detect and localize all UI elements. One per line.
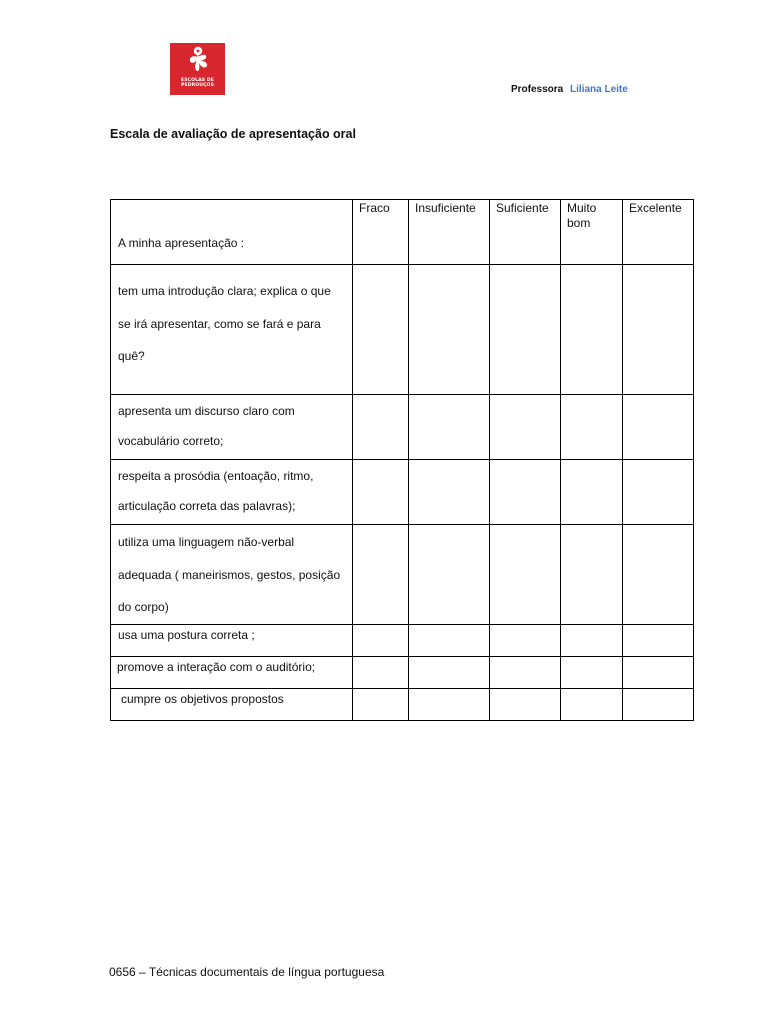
criterion-introduction: tem uma introdução clara; explica o que se irá apresentar, como se fará e para quê? (111, 265, 353, 395)
rating-cell[interactable] (490, 460, 561, 525)
rating-cell[interactable] (353, 624, 409, 656)
rating-cell[interactable] (561, 656, 623, 688)
rating-cell[interactable] (490, 624, 561, 656)
rating-cell[interactable] (561, 624, 623, 656)
column-header-excelente: Excelente (623, 200, 694, 265)
table-row (111, 688, 694, 720)
rating-cell[interactable] (490, 656, 561, 688)
professor-label: Professora (511, 84, 564, 95)
rating-cell[interactable] (353, 460, 409, 525)
table-row (111, 624, 694, 656)
rating-cell[interactable] (623, 688, 694, 720)
logo-line-2: PEDROUÇOS (181, 83, 214, 88)
rating-cell[interactable] (353, 525, 409, 625)
column-header-fraco: Fraco (353, 200, 409, 265)
rating-cell[interactable] (623, 265, 694, 395)
page-footer: 0656 – Técnicas documentais de língua portuguesa (109, 965, 385, 979)
flower-icon (185, 46, 211, 77)
rating-cell[interactable] (409, 688, 490, 720)
rating-cell[interactable] (409, 656, 490, 688)
rating-cell[interactable] (409, 525, 490, 625)
rating-cell[interactable] (561, 265, 623, 395)
school-logo (170, 43, 225, 95)
rating-cell[interactable] (353, 395, 409, 460)
table-row (111, 460, 694, 525)
rating-cell[interactable] (353, 265, 409, 395)
rating-cell[interactable] (353, 656, 409, 688)
rating-cell[interactable] (409, 265, 490, 395)
table-row (111, 656, 694, 688)
rating-cell[interactable] (623, 624, 694, 656)
rating-cell[interactable] (623, 656, 694, 688)
table-row (111, 395, 694, 460)
evaluation-table (110, 199, 694, 721)
rating-cell[interactable] (490, 265, 561, 395)
rating-cell[interactable] (561, 688, 623, 720)
rating-cell[interactable] (623, 395, 694, 460)
table-header-row (111, 200, 694, 265)
logo-line-1: ESCOLAS DE (180, 78, 215, 83)
rating-cell[interactable] (623, 460, 694, 525)
criteria-header: A minha apresentação : (111, 200, 353, 265)
column-header-suficiente: Suficiente (490, 200, 561, 265)
rating-cell[interactable] (353, 688, 409, 720)
criterion-interaction: promove a interação com o auditório; (111, 656, 353, 688)
professor-line (511, 84, 628, 95)
document-title: Escala de avaliação de apresentação oral (110, 127, 356, 141)
rating-cell[interactable] (409, 460, 490, 525)
column-header-muito-bom: Muito bom (561, 200, 623, 265)
column-header-insuficiente: Insuficiente (409, 200, 490, 265)
rating-cell[interactable] (561, 525, 623, 625)
criterion-nonverbal: utiliza uma linguagem não-verbal adequada ( maneirismos, gestos, posição do corpo) (111, 525, 353, 625)
criterion-posture: usa uma postura correta ; (111, 624, 353, 656)
rating-cell[interactable] (409, 395, 490, 460)
criterion-discourse: apresenta um discurso claro com vocabulário correto; (111, 395, 353, 460)
rating-cell[interactable] (490, 688, 561, 720)
rating-cell[interactable] (561, 460, 623, 525)
table-row (111, 265, 694, 395)
rating-cell[interactable] (490, 525, 561, 625)
rating-cell[interactable] (409, 624, 490, 656)
rating-cell[interactable] (623, 525, 694, 625)
professor-name: Liliana Leite (570, 84, 628, 95)
rating-cell[interactable] (561, 395, 623, 460)
logo-text (181, 78, 214, 88)
rating-cell[interactable] (490, 395, 561, 460)
criterion-prosody: respeita a prosódia (entoação, ritmo, articulação correta das palavras); (111, 460, 353, 525)
table-row (111, 525, 694, 625)
criterion-objectives: cumpre os objetivos propostos (111, 688, 353, 720)
